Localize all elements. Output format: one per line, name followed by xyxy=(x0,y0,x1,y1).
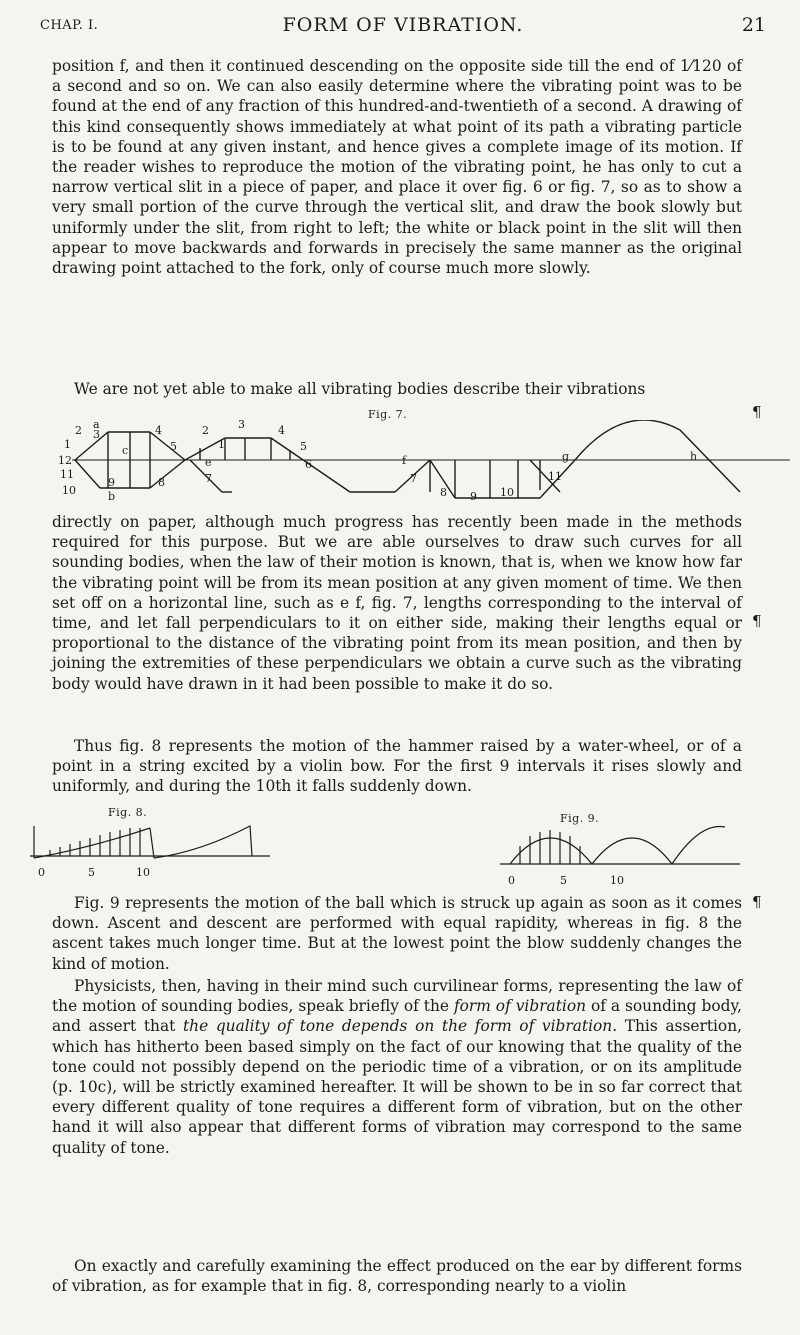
page-title: FORM OF VIBRATION. xyxy=(282,14,524,36)
fig7-label-12: 12 xyxy=(58,454,72,467)
figure-9-diagram xyxy=(500,822,740,892)
paragraph-4: Thus fig. 8 represents the motion of the hammer raised by a water-wheel, or of a point in a string excited by a violin bow. For the first 9 intervals it rises slowly and uniformly, and during the 10th it falls suddenly down. xyxy=(52,737,742,796)
paragraph-6 xyxy=(52,976,742,1158)
fig7-label-9b: 9 xyxy=(470,490,477,500)
fig7-label-11b: 11 xyxy=(548,470,562,483)
fig7-label-2b: 2 xyxy=(202,424,209,437)
fig7-label-10b: 10 xyxy=(500,486,514,499)
paragraph-6-emphasis-2: the quality of tone depends on the form of vibration. xyxy=(182,1017,618,1036)
fig7-label-10a: 10 xyxy=(62,484,76,497)
fig7-label-e: e xyxy=(205,456,212,469)
margin-pilcrow: ¶ xyxy=(752,403,762,421)
fig7-label-1b: 1 xyxy=(218,438,225,451)
fig7-label-b: b xyxy=(108,490,116,500)
fig7-label-8a: 8 xyxy=(158,476,165,489)
fig7-label-7a: 7 xyxy=(205,472,212,485)
fig7-label-9a: 9 xyxy=(108,476,115,489)
fig8-tick-5: 5 xyxy=(88,866,95,879)
paragraph-6-emphasis-1: form of vibration xyxy=(453,997,587,1016)
fig9-tick-10: 10 xyxy=(610,874,624,887)
page-number: 21 xyxy=(741,14,766,36)
fig7-label-4a: 4 xyxy=(155,424,162,437)
fig7-label-1: 1 xyxy=(64,438,71,451)
chapter-label: CHAP. I. xyxy=(40,18,99,33)
fig7-label-2a: 2 xyxy=(75,424,82,437)
fig8-tick-0: 0 xyxy=(38,866,45,879)
paragraph-2: We are not yet able to make all vibrating bodies describe their vibrations xyxy=(74,380,646,398)
fig7-label-h: h xyxy=(690,450,698,463)
running-header xyxy=(40,12,766,42)
figure-7-diagram xyxy=(0,420,800,500)
fig9-tick-0: 0 xyxy=(508,874,515,887)
fig7-label-5b: 5 xyxy=(300,440,307,453)
fig7-label-8b: 8 xyxy=(440,486,447,499)
fig7-label-a: a xyxy=(93,420,100,431)
fig7-caption: Fig. 7. xyxy=(368,408,408,421)
fig8-tick-10: 10 xyxy=(136,866,150,879)
fig7-label-11: 11 xyxy=(60,468,74,481)
fig9-tick-5: 5 xyxy=(560,874,567,887)
paragraph-6-text-a: Physicists, then, having in their mind such curvilinear forms, representing the law of the motion of sounding bodies, speak briefly of the xyxy=(52,977,742,1016)
fig7-label-6: 6 xyxy=(305,458,312,471)
fig7-label-4b: 4 xyxy=(278,424,285,437)
fig7-label-3a: 3 xyxy=(93,428,100,441)
paragraph-3: directly on paper, although much progress has recently been made in the methods required for this purpose. But we are able ourselves to draw such curves for all sounding bodies, when the law of their motion is known, that is, when we know how far the vibrating point will be from its mean position at any given moment of time. We then set off on a horizontal line, such as e f, fig. 7, lengths corresponding to the interval of time, and let fall perpendiculars to it on either side, making their lengths equal or proportional to the distance of the vibrating point from its mean position, and then by joining the extremities of these perpendiculars we obtain a curve such as the vibrating body would have drawn in it had been possible to make it do so. xyxy=(52,513,742,693)
paragraph-6-text-c: This assertion, which has hitherto been based simply on the fact of our knowing that the quality of the tone could not possibly depend on the periodic time of a vibration, or on its amplitude (p. 10c), will be strictly examined hereafter. It will be shown to be in so far correct that every different quality of tone requires a different form of vibration, but on the other hand it will also appear that different forms of vibration may correspond to the same quality of tone. xyxy=(52,1017,742,1157)
fig7-label-f: f xyxy=(402,454,407,467)
margin-pilcrow: ¶ xyxy=(752,612,762,630)
margin-pilcrow: ¶ xyxy=(752,893,762,911)
fig7-label-5a: 5 xyxy=(170,440,177,453)
paragraph-1: position f, and then it continued descending on the opposite side till the end of 1⁄120 of a second and so on. We can also easily determine where the vibrating point was to be found at the end of any fraction of this hundred-and-twentieth of a second. A drawing of this kind consequently shows immediately at what point of its path a vibrating particle is to be found at any given instant, and hence gives a complete image of its motion. If the reader wishes to reproduce the motion of the vibrating point, he has only to cut a narrow vertical slit in a piece of paper, and place it over fig. 6 or fig. 7, so as to show a very small portion of the curve through the vertical slit, and draw the book slowly but uniformly under the slit, from right to left; the white or black point in the slit will then appear to move backwards and forwards in precisely the same manner as the original drawing point attached to the fork, only of course much more slowly. xyxy=(52,57,742,278)
fig9-caption: Fig. 9. xyxy=(560,812,600,825)
paragraph-6-text-b: of a sounding body, and assert that xyxy=(52,997,743,1036)
paragraph-7: On exactly and carefully examining the effect produced on the ear by different forms of vibration, as for example that in fig. 8, corresponding nearly to a violin xyxy=(52,1257,742,1296)
fig7-label-c: c xyxy=(122,444,129,457)
figure-8-diagram xyxy=(30,818,270,888)
fig7-label-7b: 7 xyxy=(410,472,417,485)
paragraph-5: Fig. 9 represents the motion of the ball which is struck up again as soon as it comes down. Ascent and descent are performed with equal rapidity, whereas in fig. 8 the ascent takes much longer time. But at the lowest point the blow suddenly changes the kind of motion. xyxy=(52,894,742,973)
fig7-label-g: g xyxy=(562,450,570,463)
fig8-caption: Fig. 8. xyxy=(108,806,148,819)
fig7-label-3b: 3 xyxy=(238,420,245,431)
